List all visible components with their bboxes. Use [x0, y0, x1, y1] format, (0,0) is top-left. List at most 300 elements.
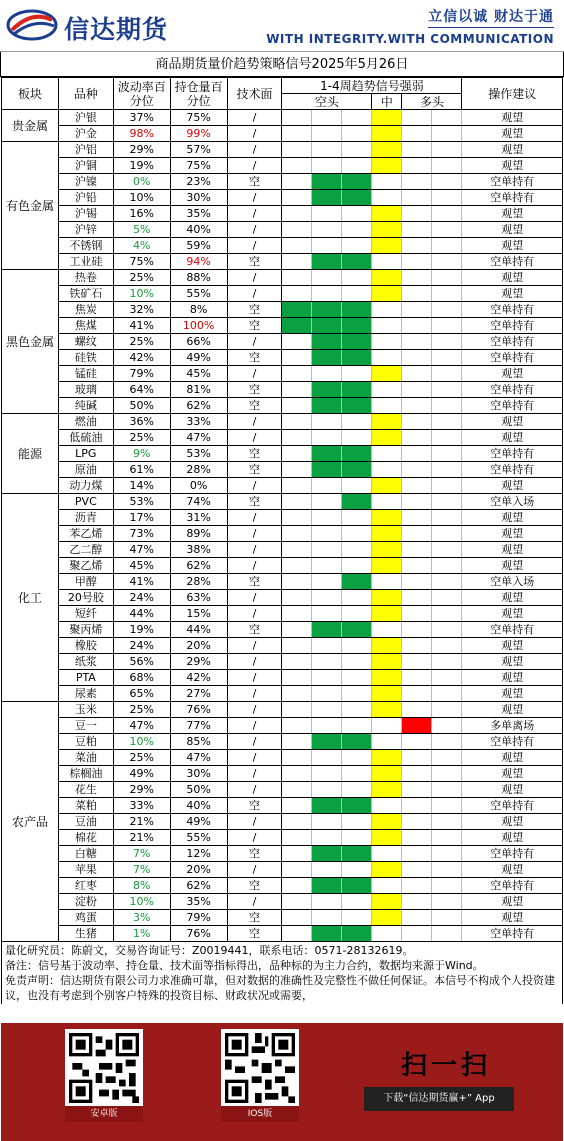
volatility-cell: 42%: [113, 350, 170, 366]
technical-cell: /: [227, 126, 282, 142]
advice-cell: 观望: [462, 542, 563, 558]
open-interest-cell: 57%: [170, 142, 227, 158]
advice-cell: 观望: [462, 142, 563, 158]
table-row: [2, 878, 563, 894]
table-row: [2, 430, 563, 446]
volatility-cell: 21%: [113, 814, 170, 830]
signal-cell: [372, 158, 402, 174]
signal-cell: [372, 750, 402, 766]
open-interest-cell: 85%: [170, 734, 227, 750]
variety-cell: LPG: [58, 446, 113, 462]
signal-cell: [402, 158, 432, 174]
advice-cell: 观望: [462, 814, 563, 830]
signal-cell: [342, 286, 372, 302]
volatility-cell: 53%: [113, 494, 170, 510]
signal-cell: [282, 510, 312, 526]
open-interest-cell: 12%: [170, 846, 227, 862]
signal-cell: [282, 686, 312, 702]
volatility-cell: 25%: [113, 702, 170, 718]
signal-cell: [402, 862, 432, 878]
signal-cell: [342, 206, 372, 222]
technical-cell: 空: [227, 302, 282, 318]
signal-cell: [402, 462, 432, 478]
technical-cell: /: [227, 750, 282, 766]
signal-cell: [282, 622, 312, 638]
advice-cell: 观望: [462, 222, 563, 238]
technical-cell: 空: [227, 846, 282, 862]
volatility-cell: 36%: [113, 414, 170, 430]
signal-cell: [432, 366, 462, 382]
volatility-cell: 7%: [113, 846, 170, 862]
advice-cell: 空单入场: [462, 494, 563, 510]
signal-cell: [312, 382, 342, 398]
signal-cell: [372, 686, 402, 702]
signal-cell: [372, 414, 402, 430]
table-row: [2, 574, 563, 590]
signal-cell: [372, 222, 402, 238]
advice-cell: 观望: [462, 862, 563, 878]
signal-cell: [402, 478, 432, 494]
technical-cell: /: [227, 654, 282, 670]
slogan: 立信以诚 财达于通: [428, 6, 554, 28]
ios-label: IOS版: [221, 1106, 299, 1122]
signal-cell: [312, 270, 342, 286]
report-title: 商品期货量价趋势策略信号2025年5月26日: [0, 52, 564, 77]
signal-cell: [282, 334, 312, 350]
table-row: [2, 686, 563, 702]
table-row: [2, 670, 563, 686]
signal-cell: [282, 286, 312, 302]
signal-cell: [402, 206, 432, 222]
signal-cell: [282, 382, 312, 398]
signal-cell: [312, 766, 342, 782]
volatility-cell: 14%: [113, 478, 170, 494]
signal-cell: [282, 910, 312, 926]
signal-cell: [402, 910, 432, 926]
technical-cell: /: [227, 894, 282, 910]
signal-cell: [342, 334, 372, 350]
advice-cell: 多单离场: [462, 718, 563, 734]
table-row: [2, 590, 563, 606]
signal-cell: [342, 558, 372, 574]
variety-cell: 棉花: [58, 830, 113, 846]
signal-cell: [372, 830, 402, 846]
advice-cell: 观望: [462, 286, 563, 302]
open-interest-cell: 63%: [170, 590, 227, 606]
signal-cell: [372, 766, 402, 782]
signal-cell: [312, 414, 342, 430]
signal-cell: [312, 830, 342, 846]
signal-cell: [402, 142, 432, 158]
technical-cell: /: [227, 206, 282, 222]
open-interest-cell: 20%: [170, 638, 227, 654]
advice-cell: 观望: [462, 670, 563, 686]
signal-cell: [312, 894, 342, 910]
advice-cell: 空单持有: [462, 174, 563, 190]
signal-cell: [282, 158, 312, 174]
table-row: [2, 110, 563, 126]
open-interest-cell: 20%: [170, 862, 227, 878]
table-row: [2, 446, 563, 462]
signal-cell: [432, 782, 462, 798]
signal-cell: [342, 542, 372, 558]
table-row: [2, 286, 563, 302]
open-interest-cell: 75%: [170, 158, 227, 174]
signal-cell: [342, 574, 372, 590]
signal-cell: [282, 142, 312, 158]
open-interest-cell: 8%: [170, 302, 227, 318]
signal-cell: [342, 894, 372, 910]
header-volatility: 波动率百分位: [113, 78, 170, 110]
signal-cell: [282, 174, 312, 190]
signal-cell: [342, 142, 372, 158]
technical-cell: /: [227, 526, 282, 542]
signal-cell: [342, 478, 372, 494]
table-row: [2, 510, 563, 526]
signal-cell: [432, 430, 462, 446]
signal-cell: [432, 814, 462, 830]
signal-cell: [312, 238, 342, 254]
technical-cell: 空: [227, 382, 282, 398]
signal-cell: [372, 318, 402, 334]
technical-cell: /: [227, 814, 282, 830]
table-row: [2, 334, 563, 350]
signal-cell: [402, 798, 432, 814]
android-qr-card[interactable]: [65, 1029, 143, 1121]
volatility-cell: 25%: [113, 750, 170, 766]
table-row: [2, 734, 563, 750]
ios-qr-code-icon: [225, 1033, 295, 1103]
signal-cell: [402, 286, 432, 302]
technical-cell: 空: [227, 574, 282, 590]
ios-qr-card[interactable]: [221, 1029, 299, 1121]
signal-cell: [312, 254, 342, 270]
open-interest-cell: 31%: [170, 510, 227, 526]
signal-cell: [432, 526, 462, 542]
brand-name: 信达期货: [64, 15, 169, 44]
technical-cell: 空: [227, 494, 282, 510]
signal-cell: [282, 238, 312, 254]
advice-cell: 空单持有: [462, 734, 563, 750]
signal-cell: [402, 526, 432, 542]
signal-cell: [312, 206, 342, 222]
signal-cell: [312, 862, 342, 878]
signal-cell: [282, 606, 312, 622]
volatility-cell: 32%: [113, 302, 170, 318]
advice-cell: 观望: [462, 782, 563, 798]
signal-cell: [342, 510, 372, 526]
variety-cell: 尿素: [58, 686, 113, 702]
signal-cell: [432, 622, 462, 638]
signal-cell: [342, 302, 372, 318]
technical-cell: /: [227, 670, 282, 686]
signal-cell: [312, 462, 342, 478]
open-interest-cell: 94%: [170, 254, 227, 270]
signal-cell: [372, 446, 402, 462]
table-row: [2, 782, 563, 798]
signal-cell: [342, 606, 372, 622]
xinda-logo-icon: [6, 8, 58, 42]
table-row: [2, 318, 563, 334]
signal-cell: [342, 862, 372, 878]
advice-cell: 观望: [462, 430, 563, 446]
signal-cell: [342, 382, 372, 398]
signal-cell: [402, 350, 432, 366]
advice-cell: 空单持有: [462, 350, 563, 366]
table-row: [2, 702, 563, 718]
open-interest-cell: 79%: [170, 910, 227, 926]
open-interest-cell: 76%: [170, 702, 227, 718]
open-interest-cell: 47%: [170, 750, 227, 766]
signal-cell: [432, 478, 462, 494]
advice-cell: 空单持有: [462, 798, 563, 814]
variety-cell: 橡胶: [58, 638, 113, 654]
signal-cell: [342, 654, 372, 670]
open-interest-cell: 55%: [170, 286, 227, 302]
signal-cell: [402, 302, 432, 318]
signal-cell: [282, 878, 312, 894]
table-row: [2, 302, 563, 318]
signal-cell: [282, 590, 312, 606]
signal-cell: [282, 782, 312, 798]
variety-cell: 菜油: [58, 750, 113, 766]
technical-cell: /: [227, 542, 282, 558]
volatility-cell: 8%: [113, 878, 170, 894]
signal-cell: [432, 334, 462, 350]
variety-cell: 沪锌: [58, 222, 113, 238]
open-interest-cell: 89%: [170, 526, 227, 542]
volatility-cell: 16%: [113, 206, 170, 222]
variety-cell: 苹果: [58, 862, 113, 878]
signal-cell: [432, 174, 462, 190]
signal-cell: [282, 494, 312, 510]
signal-cell: [312, 174, 342, 190]
signal-cell: [282, 862, 312, 878]
variety-cell: 甲醇: [58, 574, 113, 590]
variety-cell: 沪铝: [58, 142, 113, 158]
signal-cell: [342, 926, 372, 942]
advice-cell: 空单持有: [462, 318, 563, 334]
open-interest-cell: 45%: [170, 366, 227, 382]
signal-cell: [402, 366, 432, 382]
signal-cell: [312, 718, 342, 734]
signal-cell: [432, 750, 462, 766]
download-app-button[interactable]: 下载“信达期货赢+” App: [364, 1087, 514, 1111]
header-technical: 技术面: [227, 78, 282, 110]
signal-cell: [282, 318, 312, 334]
signal-cell: [402, 270, 432, 286]
signal-cell: [342, 750, 372, 766]
volatility-cell: 17%: [113, 510, 170, 526]
volatility-cell: 45%: [113, 558, 170, 574]
signal-cell: [432, 654, 462, 670]
header-long: 多头: [402, 94, 462, 110]
signal-cell: [282, 366, 312, 382]
signal-cell: [372, 398, 402, 414]
technical-cell: /: [227, 702, 282, 718]
volatility-cell: 29%: [113, 782, 170, 798]
technical-cell: /: [227, 766, 282, 782]
technical-cell: 空: [227, 622, 282, 638]
signal-cell: [282, 302, 312, 318]
table-row: [2, 190, 563, 206]
signal-cell: [372, 606, 402, 622]
signal-cell: [342, 414, 372, 430]
open-interest-cell: 28%: [170, 574, 227, 590]
signal-cell: [312, 350, 342, 366]
signal-cell: [432, 206, 462, 222]
advice-cell: 观望: [462, 686, 563, 702]
signal-cell: [282, 110, 312, 126]
variety-cell: 菜粕: [58, 798, 113, 814]
open-interest-cell: 49%: [170, 350, 227, 366]
signal-cell: [402, 606, 432, 622]
advice-cell: 空单持有: [462, 446, 563, 462]
signal-cell: [342, 766, 372, 782]
technical-cell: 空: [227, 174, 282, 190]
open-interest-cell: 35%: [170, 206, 227, 222]
volatility-cell: 0%: [113, 174, 170, 190]
variety-cell: 乙二醇: [58, 542, 113, 558]
sector-cell: 能源: [2, 414, 59, 494]
table-row: [2, 798, 563, 814]
signal-cell: [432, 414, 462, 430]
table-row: [2, 478, 563, 494]
open-interest-cell: 49%: [170, 814, 227, 830]
signal-cell: [312, 622, 342, 638]
open-interest-cell: 27%: [170, 686, 227, 702]
volatility-cell: 33%: [113, 798, 170, 814]
advice-cell: 观望: [462, 238, 563, 254]
volatility-cell: 79%: [113, 366, 170, 382]
signal-cell: [282, 894, 312, 910]
variety-cell: 沪铜: [58, 158, 113, 174]
signal-cell: [312, 142, 342, 158]
signal-cell: [402, 686, 432, 702]
signal-cell: [432, 142, 462, 158]
open-interest-cell: 76%: [170, 926, 227, 942]
signal-cell: [312, 654, 342, 670]
variety-cell: 锰硅: [58, 366, 113, 382]
signal-cell: [342, 494, 372, 510]
open-interest-cell: 28%: [170, 462, 227, 478]
signal-cell: [432, 254, 462, 270]
signal-cell: [402, 638, 432, 654]
signal-cell: [402, 814, 432, 830]
variety-cell: 不锈钢: [58, 238, 113, 254]
sector-cell: 化工: [2, 494, 59, 702]
open-interest-cell: 75%: [170, 110, 227, 126]
signal-cell: [282, 766, 312, 782]
signal-cell: [432, 110, 462, 126]
volatility-cell: 9%: [113, 446, 170, 462]
volatility-cell: 10%: [113, 734, 170, 750]
signal-cell: [432, 798, 462, 814]
table-row: [2, 142, 563, 158]
signal-cell: [372, 622, 402, 638]
signal-cell: [342, 814, 372, 830]
signal-cell: [432, 878, 462, 894]
signal-cell: [432, 734, 462, 750]
signal-cell: [402, 238, 432, 254]
signal-cell: [282, 638, 312, 654]
footer-banner: [1, 1023, 563, 1141]
technical-cell: 空: [227, 926, 282, 942]
signal-cell: [282, 734, 312, 750]
technical-cell: /: [227, 270, 282, 286]
table-row: [2, 462, 563, 478]
signal-cell: [372, 462, 402, 478]
signal-cell: [312, 814, 342, 830]
advice-cell: 空单持有: [462, 878, 563, 894]
signal-cell: [402, 174, 432, 190]
table-row: [2, 238, 563, 254]
technical-cell: /: [227, 142, 282, 158]
advice-cell: 空单持有: [462, 462, 563, 478]
table-row: [2, 926, 563, 942]
signal-cell: [372, 894, 402, 910]
open-interest-cell: 77%: [170, 718, 227, 734]
technical-cell: /: [227, 718, 282, 734]
open-interest-cell: 47%: [170, 430, 227, 446]
volatility-cell: 24%: [113, 590, 170, 606]
signal-cell: [342, 782, 372, 798]
signal-cell: [312, 878, 342, 894]
signal-cell: [282, 542, 312, 558]
volatility-cell: 7%: [113, 862, 170, 878]
signal-cell: [432, 158, 462, 174]
signal-cell: [312, 574, 342, 590]
signal-cell: [282, 190, 312, 206]
technical-cell: /: [227, 830, 282, 846]
signal-cell: [372, 254, 402, 270]
advice-cell: 观望: [462, 510, 563, 526]
signal-cell: [432, 766, 462, 782]
signal-cell: [342, 846, 372, 862]
volatility-cell: 24%: [113, 638, 170, 654]
signal-cell: [282, 430, 312, 446]
signal-cell: [432, 126, 462, 142]
signal-cell: [432, 318, 462, 334]
variety-cell: 鸡蛋: [58, 910, 113, 926]
signal-cell: [342, 878, 372, 894]
table-row: [2, 558, 563, 574]
open-interest-cell: 40%: [170, 798, 227, 814]
variety-cell: 聚乙烯: [58, 558, 113, 574]
advice-cell: 观望: [462, 126, 563, 142]
signal-cell: [312, 430, 342, 446]
variety-cell: 豆粕: [58, 734, 113, 750]
sector-cell: 黑色金属: [2, 270, 59, 414]
table-row: [2, 398, 563, 414]
open-interest-cell: 0%: [170, 478, 227, 494]
signal-cell: [432, 894, 462, 910]
signal-cell: [342, 110, 372, 126]
signal-cell: [402, 494, 432, 510]
signal-cell: [372, 910, 402, 926]
signal-cell: [372, 126, 402, 142]
signal-cell: [372, 206, 402, 222]
header-advice: 操作建议: [462, 78, 563, 110]
volatility-cell: 19%: [113, 158, 170, 174]
signal-cell: [432, 398, 462, 414]
volatility-cell: 21%: [113, 830, 170, 846]
signal-cell: [372, 862, 402, 878]
variety-cell: 花生: [58, 782, 113, 798]
advice-cell: 空单入场: [462, 574, 563, 590]
signal-cell: [402, 622, 432, 638]
signal-cell: [282, 254, 312, 270]
